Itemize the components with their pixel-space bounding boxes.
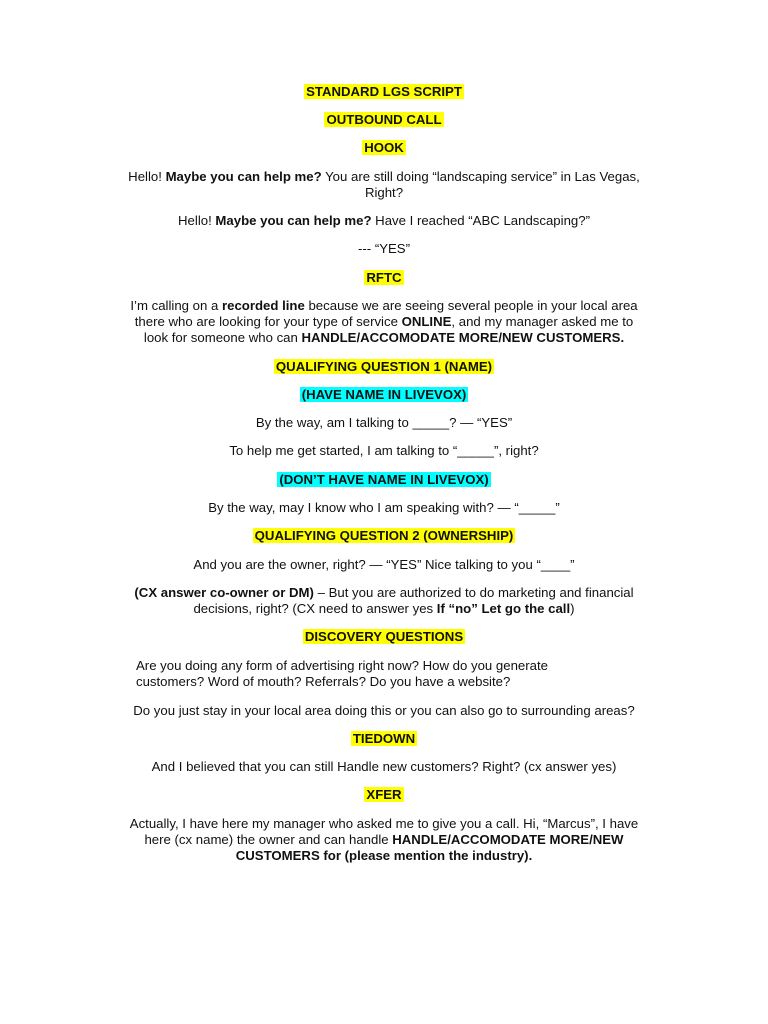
- hook-l2-bold: Maybe you can help me?: [215, 213, 372, 228]
- hook-l2-c: Have I reached “ABC Landscaping?”: [371, 213, 590, 228]
- xfer-l3: CUSTOMERS for (please mention the industry).: [235, 848, 533, 863]
- hook-line-2: [84, 213, 684, 230]
- xfer-l2a: here (cx name) the owner and can handle: [144, 832, 393, 847]
- xfer-line-1: [84, 816, 684, 833]
- rftc-heading-line: [84, 270, 684, 287]
- discovery-heading-line: [84, 629, 684, 646]
- discovery-l2: customers? Word of mouth? Referrals? Do you have a website?: [136, 674, 511, 689]
- hook-heading-line: [84, 140, 684, 157]
- discovery-line-3: [84, 703, 684, 720]
- q1-have-l2: To help me get started, I am talking to “_____”, right?: [229, 443, 539, 458]
- xfer-line-3: [84, 848, 684, 865]
- discovery-l3: Do you just stay in your local area doing this or you can also go to surrounding areas?: [133, 703, 635, 718]
- title-line: [84, 84, 684, 101]
- q2-line-1: [84, 557, 684, 574]
- hook-line-1: [84, 169, 684, 186]
- q2-l2a: (CX answer co-owner or DM): [134, 585, 314, 600]
- q1-dont-line-1: [84, 500, 684, 517]
- q1-have-heading: (HAVE NAME IN LIVEVOX): [301, 387, 467, 402]
- q2-l3c: ): [570, 601, 575, 616]
- q2-heading: QUALIFYING QUESTION 2 (OWNERSHIP): [254, 528, 514, 543]
- xfer-heading: XFER: [366, 787, 402, 802]
- q2-l1: And you are the owner, right? — “YES” Nice talking to you “____”: [193, 557, 575, 572]
- xfer-heading-line: [84, 787, 684, 804]
- xfer-line-2: [84, 832, 684, 849]
- rftc-a: I’m calling on a: [130, 298, 222, 313]
- rftc-f: , and my manager asked me to: [451, 314, 634, 329]
- rftc-b: recorded line: [221, 298, 305, 313]
- rftc-d: there who are looking for your type of service: [134, 314, 402, 329]
- tiedown-l1: And I believed that you can still Handle new customers? Right? (cx answer yes): [151, 759, 617, 774]
- hook-l1-bold: Maybe you can help me?: [165, 169, 322, 184]
- rftc-line-1: [84, 298, 684, 315]
- hook-line-1b: [84, 185, 684, 202]
- rftc-line-2: [84, 314, 684, 331]
- xfer-l2b: HANDLE/ACCOMODATE MORE/NEW: [392, 832, 624, 847]
- q1-heading-line: [84, 359, 684, 376]
- q2-l2b: – But you are authorized to do marketing and financial: [313, 585, 634, 600]
- q1-have-line-2: [84, 443, 684, 460]
- q2-heading-line: [84, 528, 684, 545]
- hook-l1-d: Right?: [364, 185, 404, 200]
- tiedown-heading: TIEDOWN: [352, 731, 416, 746]
- rftc-line-3: [84, 330, 684, 347]
- q2-l3a: decisions, right? (CX need to answer yes: [193, 601, 437, 616]
- hook-l1-c: You are still doing “landscaping service” in Las Vegas,: [321, 169, 640, 184]
- discovery-heading: DISCOVERY QUESTIONS: [304, 629, 464, 644]
- discovery-line-1: [136, 658, 656, 675]
- q1-dont-l1: By the way, may I know who I am speaking with? — “_____”: [208, 500, 560, 515]
- outbound-line: [84, 112, 684, 129]
- rftc-heading: RFTC: [366, 270, 402, 285]
- tiedown-line-1: [84, 759, 684, 776]
- discovery-l1: Are you doing any form of advertising right now? How do you generate: [136, 658, 548, 673]
- hook-heading: HOOK: [364, 140, 404, 155]
- doc-title: STANDARD LGS SCRIPT: [306, 84, 462, 99]
- q2-line-2: [84, 585, 684, 602]
- q1-dont-heading-line: [84, 472, 684, 489]
- hook-l1-a: Hello!: [128, 169, 166, 184]
- q1-dont-heading: (DON’T HAVE NAME IN LIVEVOX): [279, 472, 489, 487]
- rftc-e: ONLINE: [401, 314, 452, 329]
- rftc-c: because we are seeing several people in your local area: [304, 298, 638, 313]
- xfer-l1: Actually, I have here my manager who asked me to give you a call. Hi, “Marcus”, I have: [129, 816, 639, 831]
- q1-have-l1: By the way, am I talking to _____? — “YES”: [255, 415, 513, 430]
- q1-have-heading-line: [84, 387, 684, 404]
- rftc-g: look for someone who can: [143, 330, 302, 345]
- q1-heading: QUALIFYING QUESTION 1 (NAME): [275, 359, 493, 374]
- outbound-heading: OUTBOUND CALL: [326, 112, 442, 127]
- q2-l3b: If “no” Let go the call: [436, 601, 571, 616]
- rftc-h: HANDLE/ACCOMODATE MORE/NEW CUSTOMERS.: [301, 330, 625, 345]
- q1-have-line-1: [84, 415, 684, 432]
- tiedown-heading-line: [84, 731, 684, 748]
- hook-l2-a: Hello!: [178, 213, 216, 228]
- q2-line-3: [84, 601, 684, 618]
- hook-line-3: [84, 241, 684, 258]
- discovery-line-2: [136, 674, 656, 691]
- hook-yes: --- “YES”: [357, 241, 410, 256]
